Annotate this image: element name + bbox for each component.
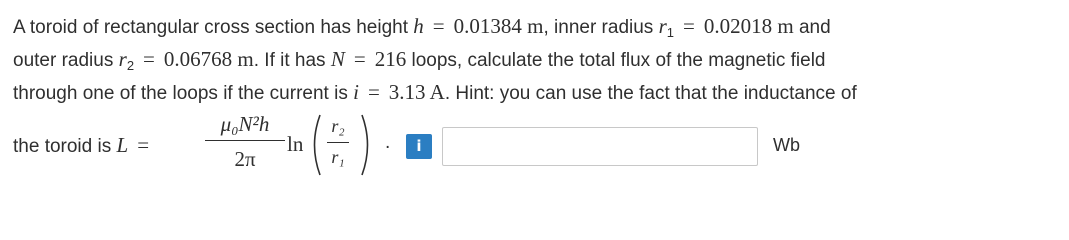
ratio-denominator: r₁: [331, 147, 345, 167]
fraction-numerator: μ₀N²h: [220, 112, 270, 136]
problem-text: and: [793, 17, 831, 38]
ln-function: ln: [287, 132, 304, 156]
problem-text: outer radius: [13, 50, 119, 71]
formula-lead: [13, 132, 158, 160]
equals-sign: =: [143, 47, 155, 71]
problem-line-1: [13, 13, 831, 42]
fraction-bar: [205, 140, 285, 141]
equals-sign: =: [137, 133, 150, 157]
outer-radius-value: 0.06768 m: [163, 47, 254, 71]
equals-sign: =: [353, 47, 366, 71]
flux-answer-input[interactable]: [442, 127, 758, 166]
problem-text: through one of the loops if the current is: [13, 83, 354, 104]
problem-text: . Hint: you can use the fact that the inductance of: [444, 83, 857, 104]
equals-sign: =: [432, 14, 445, 38]
height-value: 0.01384 m: [453, 14, 544, 38]
variable-l: L: [116, 133, 129, 157]
variable-n: N: [330, 47, 345, 71]
inductance-fraction: [203, 110, 291, 180]
formula-period: .: [385, 132, 391, 153]
ratio-numerator: r₂: [331, 116, 345, 136]
equals-sign: =: [683, 14, 695, 38]
variable-i: i: [353, 80, 359, 104]
current-value: 3.13 A: [388, 80, 445, 104]
unit-label: Wb: [773, 135, 800, 155]
fraction-denominator: 2π: [234, 147, 256, 171]
variable-r: r: [658, 14, 667, 38]
problem-text: A toroid of rectangular cross section has height: [13, 17, 414, 38]
problem-line-2: [13, 46, 826, 75]
fraction-bar: [327, 142, 349, 143]
problem-text: the toroid is: [13, 136, 117, 157]
variable-r: r: [118, 47, 127, 71]
problem-line-3: [13, 79, 857, 107]
equals-sign: =: [367, 80, 380, 104]
problem-text: loops, calculate the total flux of the magnetic field: [406, 50, 826, 71]
info-icon[interactable]: i: [406, 134, 432, 159]
inner-radius-value: 0.02018 m: [703, 14, 794, 38]
problem-text: . If it has: [253, 50, 331, 71]
variable-h: h: [413, 14, 424, 38]
subscript: 2: [126, 58, 135, 73]
subscript: 1: [666, 25, 675, 40]
problem-text: , inner radius: [543, 17, 659, 38]
loops-value: 216: [374, 47, 407, 71]
answer-row: [13, 110, 1053, 180]
radius-ratio-fraction: [324, 116, 352, 176]
